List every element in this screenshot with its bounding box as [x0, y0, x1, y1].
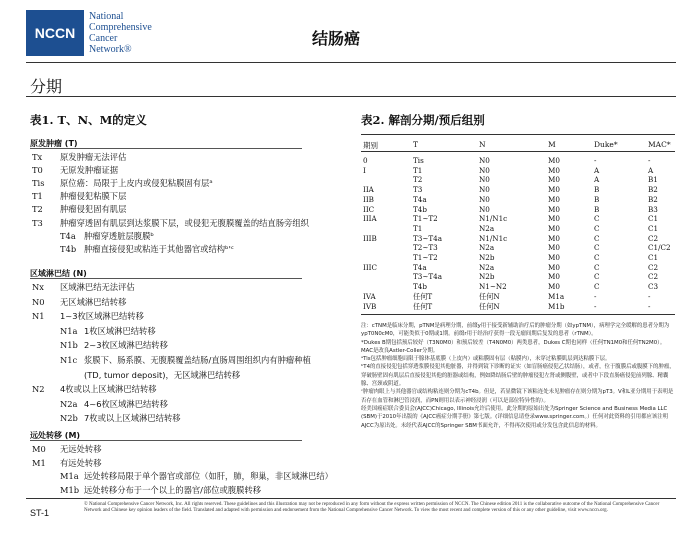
table-cell: C1	[648, 253, 659, 262]
note-paragraph: ᵃTis包括肿瘤细胞局限于腺体基底膜（上皮内）或粘膜固有层（粘膜内），未穿过粘膜肌层到达粘膜下层。	[361, 356, 611, 363]
definition-text: 2~3枚区域淋巴结转移	[84, 340, 168, 351]
definition-text: 有远处转移	[60, 457, 102, 468]
table-cell: T4a	[413, 194, 427, 204]
definition-text: 肿瘤侵犯固有肌层	[60, 204, 127, 215]
table-cell: T2~T3	[413, 243, 438, 253]
table-cell: C3	[648, 282, 659, 292]
definition-text: 无区域淋巴结转移	[60, 296, 127, 307]
table-cell: C2	[648, 262, 659, 272]
logo-text: National Comprehensive Cancer Network®	[89, 11, 152, 55]
table2-column-header: T	[413, 140, 419, 149]
table-cell: M0	[548, 262, 560, 272]
table-cell: A	[594, 175, 600, 185]
table2-top-rule	[361, 134, 675, 135]
definition-code: N1b	[60, 340, 78, 351]
table-cell: T3	[413, 185, 423, 195]
table1-title: 表1. T、N、M的定义	[30, 113, 147, 127]
table-cell: M0	[548, 156, 560, 165]
table-cell: N0	[479, 165, 490, 175]
definition-code: N2	[32, 384, 45, 395]
table-cell: B	[594, 194, 600, 204]
distant-metastasis-heading: 远处转移 (M)	[30, 431, 81, 440]
table-cell: M0	[548, 272, 560, 282]
table-cell: A	[648, 165, 654, 175]
table-cell: M0	[548, 214, 560, 224]
table-cell: N0	[479, 204, 490, 214]
table-cell: C	[594, 272, 600, 282]
table-cell: N2b	[479, 253, 495, 262]
definition-text: 远处转移分布于一个以上的器官/部位或腹膜转移	[84, 484, 262, 495]
table-cell: C	[594, 253, 600, 262]
table-cell: -	[648, 301, 651, 311]
regional-nodes-heading: 区域淋巴结 (N)	[30, 269, 87, 278]
table-cell: 0	[363, 156, 368, 165]
table-cell: 任何T	[413, 301, 433, 311]
table-cell: C	[594, 243, 600, 253]
table-cell: IIIA	[363, 214, 377, 224]
definition-text: 4~6枚区域淋巴结转移	[84, 398, 168, 409]
table-cell: T2	[413, 175, 423, 185]
table-cell: 任何N	[479, 301, 500, 311]
table-cell: -	[648, 291, 651, 301]
table-cell: T4b	[413, 282, 427, 292]
table2-title: 表2. 解剖分期/预后组别	[361, 113, 485, 127]
definition-text: 无原发肿瘤证据	[60, 165, 119, 176]
section-title: 分期	[30, 77, 63, 96]
table-cell: N2a	[479, 223, 495, 233]
table-cell: N1/N1c	[479, 233, 508, 243]
definition-code: T0	[32, 165, 43, 176]
definition-code: M1a	[60, 471, 79, 481]
regional-nodes-underline	[30, 278, 302, 279]
table-cell: M0	[548, 165, 560, 175]
table-cell: N0	[479, 194, 490, 204]
table-cell: C1/C2	[648, 243, 671, 253]
header-divider	[26, 62, 676, 63]
definition-code: M1	[32, 457, 46, 468]
definition-text: (TD, tumor deposit)，无区域淋巴结转移	[84, 369, 241, 380]
table-cell: IVA	[363, 291, 376, 301]
table-cell: N2a	[479, 262, 495, 272]
table-cell: N2a	[479, 243, 495, 253]
note-paragraph: 注：cTNM是临床分期，pTNM是病理分期，前缀y用于接受新辅助治疗后的肿瘤分期（如ypTNM），病理学完全缓解的患者分期为ypT0N0cM0，可能类似于0期或1期。前缀r用于经治疗获得一段无瘤间期后复发的患者（rTNM）。	[361, 323, 670, 338]
table-cell: -	[594, 301, 597, 311]
table-cell: -	[594, 291, 597, 301]
table2-column-header: Duke*	[594, 140, 618, 149]
definition-code: M1b	[60, 484, 80, 495]
table-cell: M0	[548, 243, 560, 253]
table-cell: C1	[648, 223, 659, 233]
definition-text: 肿瘤直接侵犯或粘连于其他器官或结构ᵇ'ᶜ	[84, 243, 234, 254]
definition-code: T3	[32, 217, 43, 228]
table-cell: N1~N2	[479, 282, 507, 292]
primary-tumor-underline	[30, 148, 302, 149]
table-cell: C	[594, 223, 600, 233]
table-cell: IIB	[363, 194, 374, 204]
table-cell: T4a	[413, 262, 427, 272]
table-cell: C	[594, 282, 600, 292]
table-cell: M1b	[548, 301, 565, 311]
definition-code: N0	[32, 296, 45, 307]
table-cell: B3	[648, 204, 658, 214]
table-cell: C2	[648, 233, 659, 243]
definition-code: N1a	[60, 325, 78, 336]
definition-text: 原位癌：局限于上皮内或侵犯粘膜固有层ᵃ	[60, 178, 213, 189]
table-cell: T3~T4a	[413, 233, 443, 243]
table2-column-header: N	[479, 140, 486, 149]
table-cell: I	[363, 165, 366, 175]
table-cell: A	[594, 165, 600, 175]
table-cell: C	[594, 214, 600, 224]
table-cell: IIIC	[363, 262, 378, 272]
table-cell: T4b	[413, 204, 427, 214]
distant-metastasis-underline	[30, 440, 302, 441]
definition-code: T4a	[60, 230, 76, 241]
table2-header-rule	[361, 151, 675, 152]
table-cell: M0	[548, 223, 560, 233]
definition-code: M0	[32, 444, 46, 454]
note-paragraph: *Dukes B期包括预后较好（T3N0M0）和预后较差（T4N0M0）两类患者，Dukes C期也同样（任何TN1M0和任何TN2M0）。MAC是改良Astler-Coller分期。	[361, 339, 666, 354]
table-cell: N1/N1c	[479, 214, 508, 224]
definition-code: N2a	[60, 398, 78, 409]
definition-text: 原发肿瘤无法评估	[60, 152, 127, 162]
copyright-footer: © National Comprehensive Cancer Network, Inc. All rights reserved. These guidelines and this illustration may not be reproduced in any form without the express written permission of NCCN. The Chinese edition 2011 is the collaborative outcome of the National Comprehensive Cancer Network and Chinese key opinion leaders of the field. Translated and adapted with permission and endorsement from the National Comprehensive Cancer Network. To view the most recent and complete version of this or any other guideline, visit www.nccn.org.	[84, 502, 660, 514]
definition-code: Nx	[32, 282, 44, 292]
table-cell: C	[594, 262, 600, 272]
nccn-logo	[26, 10, 168, 56]
table-cell: IVB	[363, 301, 377, 311]
definition-code: T2	[32, 204, 43, 215]
table-cell: -	[648, 156, 651, 165]
table-cell: B	[594, 204, 600, 214]
table-cell: B2	[648, 194, 658, 204]
table-cell: B2	[648, 185, 658, 195]
note-paragraph: 经美国癌症联合委员会(AJCC)Chicago, Illinois允许后使用。此分期的原始出处为Springer Science and Business Media LLC (SBM)于2010年出版的《AJCC癌症分期手册》第七版。(详细信息请登录www.springer.com。）任何对此资料的引用都应该注明AJCC为原出处。未经代表AJCC的Springer SBM书面允许，不得再次使用或分发包含此信息的材料。	[361, 405, 669, 429]
definition-text: 区域淋巴结无法评估	[60, 282, 135, 292]
page-number: ST-1	[30, 508, 50, 518]
definition-code: N1	[32, 311, 45, 322]
table-cell: B	[594, 185, 600, 195]
table-cell: N2b	[479, 272, 495, 282]
definition-text: 1枚区域淋巴结转移	[84, 325, 156, 336]
table-cell: M0	[548, 282, 560, 292]
definition-text: 肿瘤穿透固有肌层到达浆膜下层，或侵犯无腹膜覆盖的结直肠旁组织	[60, 217, 309, 228]
table-cell: M0	[548, 204, 560, 214]
section-divider	[26, 96, 676, 97]
definition-text: 无远处转移	[60, 444, 102, 454]
table-cell: M0	[548, 253, 560, 262]
primary-tumor-heading: 原发肿瘤 (T)	[30, 139, 78, 148]
table2-column-header: M	[548, 140, 556, 149]
table-cell: M1a	[548, 291, 565, 301]
table-cell: C2	[648, 272, 659, 282]
definition-text: 7枚或以上区域淋巴结转移	[84, 413, 181, 424]
table2-column-header: MAC*	[648, 140, 671, 149]
table-cell: M0	[548, 233, 560, 243]
table-cell: N0	[479, 185, 490, 195]
table-cell: M0	[548, 185, 560, 195]
definition-code: T4b	[60, 243, 77, 254]
table-cell: T1	[413, 223, 423, 233]
logo-abbr: NCCN	[26, 10, 84, 56]
definition-text: 4枚或以上区域淋巴结转移	[60, 384, 157, 395]
definition-text: 肿瘤侵犯粘膜下层	[60, 191, 127, 202]
table-cell: IIC	[363, 204, 375, 214]
table-cell: T1~T2	[413, 214, 438, 224]
definition-text: 肿瘤穿透脏层腹膜ᵇ	[84, 230, 154, 241]
definition-code: N2b	[60, 413, 78, 424]
table-cell: N0	[479, 175, 490, 185]
note-paragraph: ᶜ肿瘤肉眼上与其他器官或结构粘连则分期为cT4b。但是，若显微镜下该粘连处未见肿瘤存在则分期为pT3。V和L亚分期用于表明是否存在血管和淋巴管浸润，而PN则用以表示神经浸润（可以是部位特异性的）。	[361, 389, 674, 404]
note-paragraph: ᵇT4的直接侵犯包括穿透浆膜侵犯其他脏器，并得到镜下诊断的证实（如盲肠癌侵犯乙状结肠），或者，位于腹膜后或腹膜下的肿瘤，穿破肠壁固有肌层后直接侵犯其他的脏器或结构，例如降结肠后壁的肿瘤侵犯左肾或侧腹壁，或者中下段直肠癌侵犯前列腺、精囊腺、宫颈或阴道。	[361, 364, 675, 388]
definition-code: Tis	[32, 178, 45, 189]
staging-notes	[361, 322, 675, 430]
table-cell: IIA	[363, 185, 374, 195]
definition-code: Tx	[32, 152, 43, 162]
definition-text: 浆膜下、肠系膜、无腹膜覆盖结肠/直肠周围组织内有肿瘤种植	[84, 355, 311, 365]
page-title: 结肠癌	[312, 29, 361, 48]
definition-text: 远处转移局限于单个器官或部位（如肝，肺，卵巢，非区域淋巴结）	[84, 471, 333, 481]
table-cell: T1	[413, 165, 423, 175]
definition-code: T1	[32, 191, 43, 202]
table2-column-header: 期别	[363, 141, 378, 150]
table-cell: T3~T4a	[413, 272, 443, 282]
table-cell: B1	[648, 175, 658, 185]
definition-text: 1~3枚区域淋巴结转移	[60, 311, 144, 322]
table-cell: M0	[548, 194, 560, 204]
table-cell: T1~T2	[413, 253, 438, 262]
footer-divider	[26, 498, 676, 499]
table-cell: N0	[479, 156, 490, 165]
table2-bottom-rule	[361, 314, 675, 315]
table-cell: 任何T	[413, 291, 433, 301]
table-cell: IIIB	[363, 233, 377, 243]
table-cell: -	[594, 156, 597, 165]
table-cell: Tis	[413, 156, 424, 165]
definition-code: N1c	[60, 355, 78, 365]
table-cell: C1	[648, 214, 659, 224]
table-cell: C	[594, 233, 600, 243]
table-cell: M0	[548, 175, 560, 185]
table-cell: 任何N	[479, 291, 500, 301]
